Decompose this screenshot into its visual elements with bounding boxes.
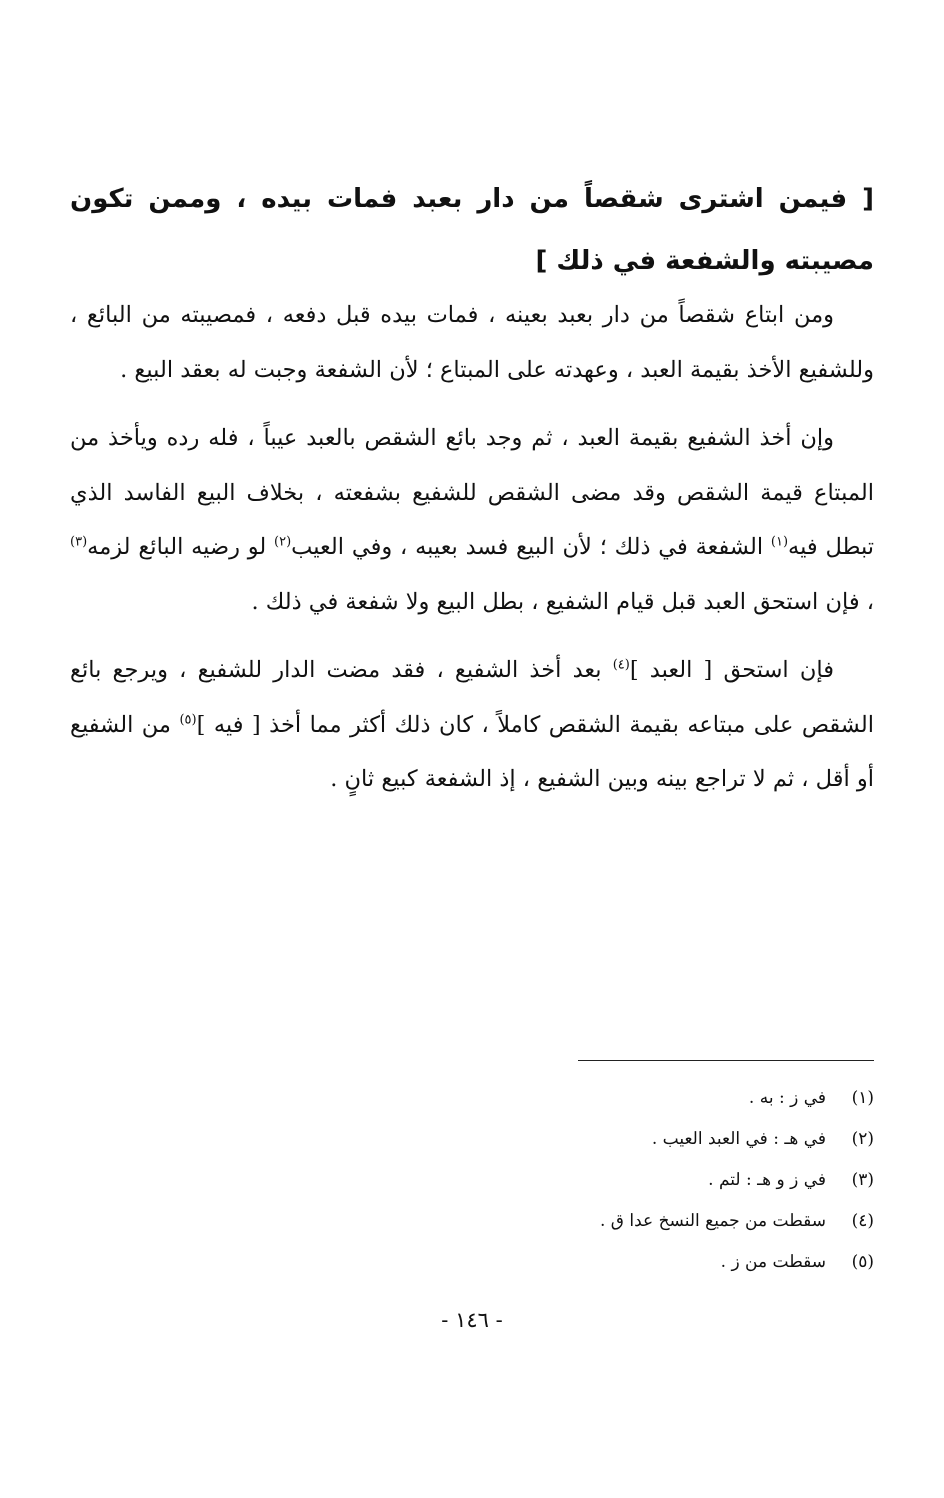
footnote-reference: (٢) (274, 534, 292, 550)
paragraph (70, 288, 874, 397)
paragraph-text: الشفعة في ذلك ؛ لأن البيع فسد بعيبه ، وفي العيب (291, 534, 771, 560)
section-heading: [ فيمن اشترى شقصاً من دار بعبد فمات بيده ، وممن تكون مصيبته والشفعة في ذلك ] (70, 184, 874, 276)
footnote-number: (٤) (851, 1211, 874, 1231)
footnote-text: في ز : به . (748, 1088, 826, 1108)
document-page (70, 0, 874, 1498)
footnote-item (70, 1160, 874, 1201)
footnote-reference: (٤) (612, 657, 630, 673)
footnote-reference: (٣) (70, 534, 88, 550)
footnote-number: (٥) (851, 1252, 874, 1272)
footnote-text: في هـ : في العبد العيب . (651, 1129, 826, 1149)
footnote-number: (٣) (851, 1170, 874, 1190)
paragraph-text: من الشفيع أو أقل ، ثم لا تراجع بينه وبين الشفيع ، إذ الشفعة كبيع ثانٍ . (70, 711, 874, 792)
paragraph-text: ومن ابتاع شقصاً من دار بعبد بعينه ، فمات بيده قبل دفعه ، فمصيبته من البائع ، وللشفيع الأخذ بقيمة العبد ، وعهدته على المبتاع ؛ لأن الشفعة وجبت له بعقد البيع . (70, 302, 874, 383)
paragraph-text: ، فإن استحق العبد قبل قيام الشفيع ، بطل البيع ولا شفعة في ذلك . (251, 588, 874, 615)
footnote-number: (٢) (851, 1129, 874, 1149)
footnote-item (70, 1201, 874, 1242)
paragraph-text: فإن استحق [ العبد ] (629, 657, 834, 683)
paragraph (70, 411, 874, 629)
body-text (70, 288, 874, 821)
footnote-number: (١) (851, 1088, 874, 1108)
footnote-text: سقطت من جميع النسخ عدا ق . (599, 1211, 826, 1231)
footnote-divider (578, 1060, 874, 1061)
footnote-item (70, 1119, 874, 1160)
footnote-item (70, 1242, 874, 1283)
footnotes-list (70, 1078, 874, 1283)
paragraph-text: وإن أخذ الشفيع بقيمة العبد ، ثم وجد بائع الشقص بالعبد عيباً ، فله رده ويأخذ من المبتاع قيمة الشقص وقد مضى الشقص للشفيع بشفعته ، بخلاف البيع الفاسد الذي تبطل فيه (70, 425, 874, 560)
page-number: - ١٤٦ - (441, 1308, 503, 1332)
paragraph-text: لو رضيه البائع لزمه (87, 534, 275, 560)
footnote-text: سقطت من ز . (720, 1252, 826, 1272)
paragraph-text: بعد أخذ الشفيع ، فقد مضت الدار للشفيع ، ويرجع بائع الشقص على مبتاعه بقيمة الشقص كاملاً ، كان ذلك أكثر مما أخذ [ فيه ] (70, 657, 874, 738)
paragraph (70, 643, 874, 807)
footnote-item (70, 1078, 874, 1119)
footnote-reference: (١) (770, 534, 789, 550)
footnote-text: في ز و هـ : لتم . (708, 1170, 826, 1190)
footnote-reference: (٥) (179, 712, 197, 727)
